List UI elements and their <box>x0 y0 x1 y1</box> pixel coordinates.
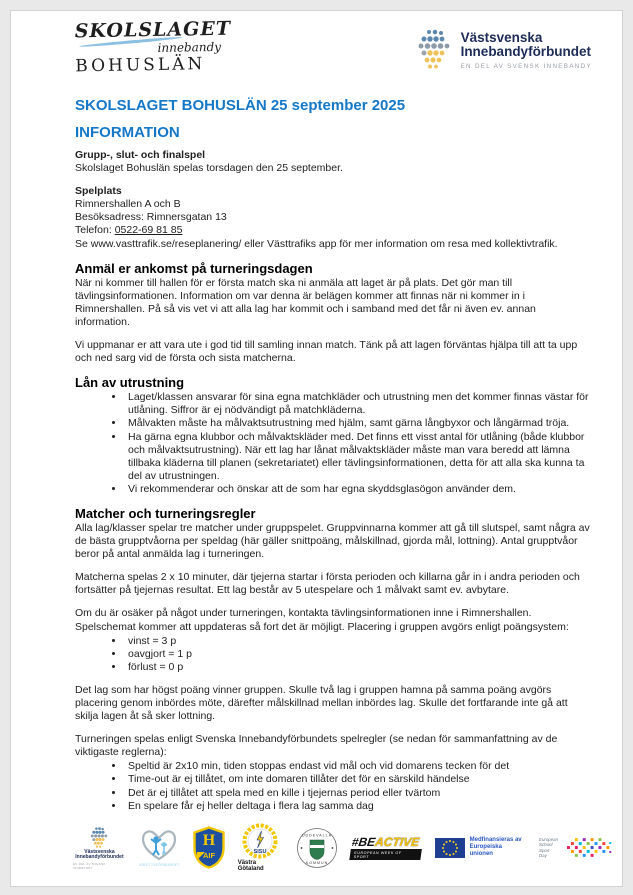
points-bullet: • vinst = 3 p <box>125 635 590 648</box>
rules-para4: Det lag som har högst poäng vinner gruppen. Skulle två lag i gruppen hamna på samma poäng avgörs placering genom inbördes möte, därefter målskillnad mellan inbördes lag. Skulle det fortfarande inte gå att skilja lagen åt så sker lottning. <box>75 683 568 723</box>
sisu-wreath-icon <box>242 823 278 859</box>
seal-bottom-text: KOMMUN <box>305 860 329 865</box>
essd-line1: European <box>539 836 559 842</box>
seal-top-text: UDDEVALLA <box>301 833 333 837</box>
vastsvenska-innebandyforbundet-logo <box>415 27 592 73</box>
beactive-wordmark <box>351 836 420 848</box>
eu-cofunded-text <box>470 837 526 858</box>
heart-logo-caption: IDROTTSFÖRBUNDET <box>138 863 180 867</box>
municipal-seal-icon <box>296 827 338 869</box>
rules-para5: Turneringen spelas enligt Svenska Innebandyförbundets spelregler (se nedan för sammanfattning av de viktigaste reglerna): <box>75 733 558 759</box>
transport-info: Se www.vasttrafik.se/reseplanering/ eller Västtrafiks app för mer information om resa med kollektivtrafik. <box>75 237 558 250</box>
arrival-para2: Vi uppmanar er att vara ute i god tid till samling innan match. Tänk på att lagen förväntas hjälpa till att ta upp och ned sarg vid de första och sista matcherna. <box>75 339 578 365</box>
vibf-name-line2: Innebandyförbundet <box>460 44 592 59</box>
game-rule-bullet: • Speltid är 2x10 min, tiden stoppas endast vid mål och vid domarens tecken för det <box>125 760 590 773</box>
rules-para3: Om du är osäker på något under turneringen, kontakta tävlingsinformationen inne i Rimnershallen. Spelschemat kommer att uppdateras så fort det är möjligt. Placering i gruppen avgörs enligt poängsystem: <box>75 607 569 633</box>
group-play-block <box>75 149 590 175</box>
vibf-footer-line1: Västsvenska <box>84 848 115 855</box>
group-play-text: Skolslaget Bohuslän spelas torsdagen den 25 september. <box>75 162 343 175</box>
arrival-heading: Anmäl er ankomst på turneringsdagen <box>75 260 313 276</box>
points-bullet: • oavgjort = 1 p <box>125 648 590 661</box>
beactive-hash-text: #BE <box>350 834 377 849</box>
venue-heading: Spelplats <box>75 185 122 198</box>
points-bullet: • förlust = 0 p <box>125 661 590 674</box>
document-subtitle: INFORMATION <box>75 124 180 141</box>
skolslaget-logo-word1: SKOLSLAGET <box>74 17 232 43</box>
vibf-footer-tagline: EN DEL AV SVENSK INNEBANDY <box>73 861 106 870</box>
equipment-bullet: • Målvakten måste ha målvaktsutrustning med hjälm, samt gärna långbyxor och långärmad tröja. <box>125 417 590 430</box>
equipment-heading: Lån av utrustning <box>75 375 185 391</box>
rules-heading: Matcher och turneringsregler <box>75 505 256 521</box>
rf-sisu-logo <box>238 823 283 872</box>
document-content <box>11 87 622 813</box>
sisu-badge-text: SISU <box>253 849 267 855</box>
vibf-footer-line2: Innebandyförbundet <box>75 854 124 860</box>
venue-block <box>75 185 590 250</box>
equipment-bullet: • Ha gärna egna klubbor och målvaktskläder med. Det finns ett visst antal för utlåning (både klubbor och målvaktsutrustning). När ett lag har lånat målvaktskläder måste man vara beredd att lämna tillbaka kläderna till planen (sekretariatet) eller tävlingsinformationen, detta för att alla ska kunna ta del av utrustningen. <box>125 431 590 483</box>
rules-para1: Alla lag/klasser spelar tre matcher under gruppspelet. Gruppvinnarna kommer att gå till slutspel, samt några av de bästa grupptvåorna per speldag (här gäller snittpoäng, målskillnad, gjorda mål, lottning). Antal grupptvåor beror på antal anmälda lag i turneringen. <box>75 521 590 561</box>
equipment-bullet: • Laget/klassen ansvarar för sina egna matchkläder och utrustning men det kommer finnas västar för utlåning. Siffror är ej nödvändigt på matchkläderna. <box>125 391 590 417</box>
points-bullet-list <box>75 635 590 674</box>
vibf-tagline: EN DEL AV SVENSK INNEBANDY <box>460 62 592 70</box>
eu-flag-icon <box>435 838 465 858</box>
vibf-name-line1: Västsvenska <box>460 29 543 45</box>
game-rule-bullet: • En spelare får ej heller deltaga i flera lag samma dag <box>125 800 590 813</box>
beactive-subtitle: EUROPEAN WEEK OF SPORT <box>349 849 422 860</box>
dots-cluster-icon <box>89 826 109 850</box>
phone-number-link[interactable]: 0522-69 81 85 <box>114 224 183 237</box>
sponsor-logo-row <box>11 823 622 886</box>
vibf-logo-text <box>461 31 592 70</box>
skolslaget-logo-word2: innebandy <box>157 39 222 55</box>
dots-cluster-icon <box>415 27 453 73</box>
essd-text <box>539 837 564 859</box>
essd-line2: School Sport <box>539 842 553 853</box>
game-rules-bullet-list <box>75 760 590 812</box>
game-rule-bullet: • Time-out är ej tillåtet, om inte domaren tillåter det för en särskild händelse <box>125 773 590 786</box>
equipment-bullet: • Vi rekommenderar och önskar att de som har egna skyddsglasögon använder dem. <box>125 483 590 496</box>
essd-line3: Day <box>539 852 547 858</box>
eu-cofunded-logo <box>435 837 526 858</box>
shield-letter: H <box>202 832 215 849</box>
equipment-bullet-list <box>75 391 590 496</box>
heart-figures-logo <box>139 828 180 867</box>
beactive-active-text: ACTIVE <box>374 834 421 849</box>
shield-sub-letters: AIF <box>202 851 215 860</box>
game-rule-bullet: • Det är ej tillåtet att spela med en kille i tjejernas period eller tvärtom <box>125 787 590 800</box>
venue-hall: Rimnershallen A och B <box>75 198 181 211</box>
venue-phone-line <box>75 224 590 237</box>
skolslaget-logo-word3: BOHUSLÄN <box>75 54 206 77</box>
page-header <box>11 11 622 87</box>
aif-shield-logo <box>193 826 225 869</box>
eu-stars-icon <box>440 838 460 858</box>
rules-para2: Matcherna spelas 2 x 10 minuter, där tjejerna startar i första perioden och killarna går in i andra perioden och fortsätter på tjejernas resultat. Ett lag består av 5 utespelare och 1 målvakt samt ev. avbytare. <box>75 571 580 597</box>
group-play-heading: Grupp-, slut- och finalspel <box>75 149 206 161</box>
document-title: SKOLSLAGET BOHUSLÄN 25 september 2025 <box>75 97 406 114</box>
pixel-mosaic-icon <box>567 838 612 858</box>
club-shield-icon <box>193 826 225 869</box>
beactive-logo <box>351 836 422 860</box>
vibf-footer-name <box>75 850 123 861</box>
arrival-para1: När ni kommer till hallen för er första match ska ni anmäla att laget är på plats. Det gör man till tävlingsinformationen. Information om var denna är belägen kommer att finnas när ni kommer in i Rimnershallen. På så vis vet vi att alla lag har kommit och i samband med det får ni även ev. annan information. <box>75 276 536 328</box>
beactive-mark <box>349 836 423 860</box>
phone-label: Telefon: <box>75 224 115 237</box>
document-page <box>10 10 623 887</box>
heart-figures-icon <box>140 828 178 862</box>
vibf-footer-logo <box>73 826 126 870</box>
sisu-caption: Västra Götaland <box>237 860 264 872</box>
eu-text-line1: Medfinansieras av <box>469 837 522 843</box>
school-sport-day-logo <box>539 837 612 859</box>
eu-text-line2: Europeiska unionen <box>469 844 502 857</box>
uddevalla-kommun-logo <box>296 827 338 869</box>
venue-address: Besöksadress: Rimnersgatan 13 <box>75 211 227 224</box>
skolslaget-bohuslan-logo <box>75 18 236 77</box>
